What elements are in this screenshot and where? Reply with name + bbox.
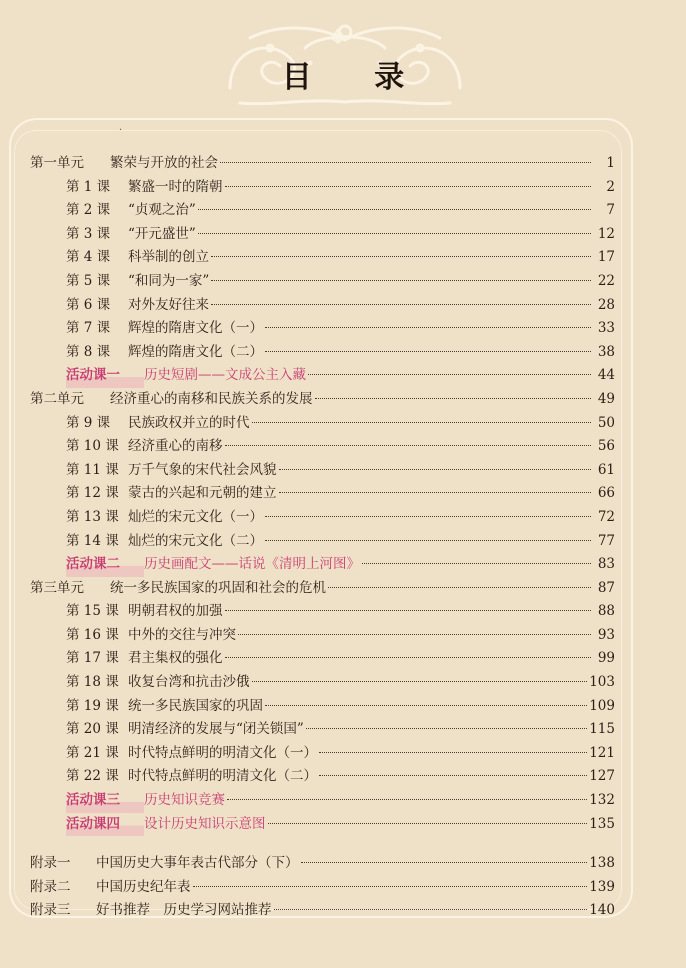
page-number: 99	[597, 650, 615, 667]
page-title: 目 录	[281, 60, 431, 95]
toc-activity-row[interactable]	[30, 364, 615, 388]
leader-dots	[198, 209, 591, 210]
lesson-label: 第 12 课	[66, 485, 119, 502]
toc-activity-row[interactable]	[30, 813, 615, 837]
page-number: 115	[589, 721, 615, 738]
toc-lesson-row[interactable]	[30, 341, 615, 365]
toc-lesson-row[interactable]	[30, 246, 615, 270]
unit-label: 第三单元	[30, 579, 84, 596]
leader-dots	[308, 374, 591, 375]
lesson-label: 第 2 课	[66, 202, 111, 219]
unit-title: 经济重心的南移和民族关系的发展	[110, 390, 313, 407]
lesson-label: 第 9 课	[66, 414, 111, 431]
appendix-label: 附录二	[30, 878, 71, 895]
page-number: 138	[589, 855, 615, 872]
page-number: 88	[597, 603, 615, 620]
page-number: 127	[589, 768, 615, 785]
leader-dots	[362, 563, 591, 564]
page-number: 1	[606, 155, 615, 171]
lesson-label: 第 10 课	[66, 438, 119, 455]
page-number: 61	[597, 461, 615, 478]
appendix-title: 中国历史大事年表古代部分（下）	[96, 855, 299, 872]
lesson-label: 第 21 课	[66, 744, 119, 761]
lesson-title: 灿烂的宋元文化（二）	[128, 532, 263, 549]
lesson-title: “贞观之治”	[128, 202, 196, 219]
page-number: 77	[597, 532, 615, 549]
lesson-label: 第 19 课	[66, 697, 119, 714]
leader-dots	[265, 327, 591, 328]
toc-lesson-row[interactable]	[30, 718, 615, 742]
unit-label: 第二单元	[30, 390, 84, 407]
page-number: 56	[597, 438, 615, 455]
leader-dots	[238, 634, 591, 635]
leader-dots	[211, 280, 591, 281]
lesson-label: 第 7 课	[66, 320, 111, 337]
toc-lesson-row[interactable]	[30, 176, 615, 200]
toc-lesson-row[interactable]	[30, 223, 615, 247]
page-number: 109	[589, 697, 615, 714]
lesson-title: 辉煌的隋唐文化（一）	[128, 320, 263, 337]
lesson-label: 第 13 课	[66, 508, 119, 525]
activity-title: 历史短剧——文成公主入藏	[144, 367, 306, 384]
toc-lesson-row[interactable]	[30, 412, 615, 436]
toc-lesson-row[interactable]	[30, 482, 615, 506]
leader-dots	[227, 799, 587, 800]
lesson-label: 第 17 课	[66, 650, 119, 667]
leader-dots	[301, 862, 588, 863]
toc-lesson-row[interactable]	[30, 435, 615, 459]
toc-lesson-row[interactable]	[30, 199, 615, 223]
lesson-title: “和同为一家”	[128, 272, 210, 289]
page-number: 33	[597, 320, 615, 337]
lesson-title: 统一多民族国家的巩固	[128, 697, 263, 714]
leader-dots	[220, 162, 591, 163]
lesson-title: 时代特点鲜明的明清文化（一）	[128, 744, 317, 761]
leader-dots	[279, 492, 592, 493]
leader-dots	[319, 775, 587, 776]
page-number: 83	[597, 556, 615, 573]
lesson-title: 灿烂的宋元文化（一）	[128, 508, 263, 525]
page-number: 132	[589, 792, 615, 809]
leader-dots	[265, 705, 587, 706]
section-gap	[30, 836, 615, 852]
page-number: 66	[597, 485, 615, 502]
activity-label: 活动课二	[66, 553, 144, 577]
lesson-label: 第 22 课	[66, 768, 119, 785]
page-number: 2	[606, 178, 615, 195]
toc-appendix-row[interactable]	[30, 876, 615, 900]
toc-lesson-row[interactable]	[30, 624, 615, 648]
speck: ·	[119, 125, 123, 136]
toc-appendix-row[interactable]	[30, 852, 615, 876]
page-number: 135	[589, 815, 615, 832]
leader-dots	[306, 728, 587, 729]
toc-lesson-row[interactable]	[30, 459, 615, 483]
leader-dots	[328, 587, 591, 588]
leader-dots	[225, 186, 592, 187]
unit-label: 第一单元	[30, 155, 84, 171]
lesson-label: 第 15 课	[66, 603, 119, 620]
toc-lesson-row[interactable]	[30, 317, 615, 341]
activity-title: 设计历史知识示意图	[144, 815, 266, 832]
lesson-title: 时代特点鲜明的明清文化（二）	[128, 768, 317, 785]
lesson-title: 收复台湾和抗击沙俄	[128, 674, 250, 691]
page-number: 22	[597, 272, 615, 289]
leader-dots	[198, 233, 591, 234]
leader-dots	[225, 610, 592, 611]
lesson-label: 第 11 课	[66, 461, 119, 478]
appendix-title: 好书推荐 历史学习网站推荐	[96, 902, 272, 919]
lesson-label: 第 16 课	[66, 626, 119, 643]
leader-dots	[274, 909, 588, 910]
leader-dots	[225, 445, 592, 446]
toc-lesson-row[interactable]	[30, 742, 615, 766]
page-number: 139	[589, 878, 615, 895]
page-number: 103	[589, 674, 615, 691]
toc-unit-row[interactable]	[30, 577, 615, 601]
page-number: 72	[597, 508, 615, 525]
lesson-title: 君主集权的强化	[128, 650, 223, 667]
toc-activity-row[interactable]	[30, 789, 615, 813]
lesson-title: 明朝君权的加强	[128, 603, 223, 620]
page-number: 121	[589, 744, 615, 761]
toc-activity-row[interactable]	[30, 553, 615, 577]
toc-lesson-row[interactable]	[30, 294, 615, 318]
lesson-title: 万千气象的宋代社会风貌	[128, 461, 277, 478]
leader-dots	[268, 823, 588, 824]
toc-lesson-row[interactable]	[30, 695, 615, 719]
toc-lesson-row[interactable]	[30, 270, 615, 294]
leader-dots	[265, 540, 591, 541]
lesson-label: 第 5 课	[66, 272, 111, 289]
page-number: 140	[589, 902, 615, 919]
appendix-title: 中国历史纪年表	[96, 878, 191, 895]
activity-title: 历史知识竞赛	[144, 792, 225, 809]
activity-label: 活动课三	[66, 789, 144, 813]
toc-lesson-row[interactable]	[30, 647, 615, 671]
leader-dots	[265, 351, 591, 352]
lesson-label: 第 4 课	[66, 249, 111, 266]
toc-unit-row[interactable]	[30, 152, 615, 176]
page-number: 7	[606, 202, 615, 219]
lesson-label: 第 14 课	[66, 532, 119, 549]
page-number: 87	[597, 579, 615, 596]
lesson-title: 辉煌的隋唐文化（二）	[128, 343, 263, 360]
page-number: 17	[597, 249, 615, 266]
lesson-label: 第 3 课	[66, 225, 111, 242]
lesson-title: “开元盛世”	[128, 225, 196, 242]
lesson-label: 第 1 课	[66, 178, 111, 195]
leader-dots	[252, 422, 592, 423]
leader-dots	[225, 657, 592, 658]
leader-dots	[211, 256, 591, 257]
leader-dots	[193, 886, 588, 887]
page-number: 12	[597, 225, 615, 242]
lesson-title: 民族政权并立的时代	[128, 414, 250, 431]
toc-lesson-row[interactable]	[30, 506, 615, 530]
leader-dots	[315, 398, 592, 399]
appendix-label: 附录一	[30, 855, 71, 872]
leader-dots	[265, 516, 591, 517]
lesson-title: 明清经济的发展与“闭关锁国”	[128, 721, 304, 738]
lesson-title: 繁盛一时的隋朝	[128, 178, 223, 195]
lesson-title: 科举制的创立	[128, 249, 209, 266]
toc-lesson-row[interactable]	[30, 765, 615, 789]
leader-dots	[211, 304, 591, 305]
lesson-label: 第 6 课	[66, 296, 111, 313]
activity-title: 历史画配文——话说《清明上河图》	[144, 556, 360, 573]
unit-title: 繁荣与开放的社会	[110, 155, 218, 171]
page-number: 49	[597, 390, 615, 407]
lesson-label: 第 18 课	[66, 674, 119, 691]
page-number: 50	[597, 414, 615, 431]
toc-unit-row[interactable]	[30, 388, 615, 412]
toc-appendix-row[interactable]	[30, 899, 615, 923]
leader-dots	[319, 752, 587, 753]
toc-lesson-row[interactable]	[30, 671, 615, 695]
lesson-title: 经济重心的南移	[128, 438, 223, 455]
leader-dots	[252, 681, 588, 682]
page-number: 44	[597, 367, 615, 384]
leader-dots	[279, 469, 592, 470]
toc-lesson-row[interactable]	[30, 600, 615, 624]
unit-title: 统一多民族国家的巩固和社会的危机	[110, 579, 326, 596]
lesson-title: 对外友好往来	[128, 296, 209, 313]
table-of-contents	[30, 152, 615, 923]
page-number: 93	[597, 626, 615, 643]
activity-label: 活动课一	[66, 364, 144, 388]
activity-label: 活动课四	[66, 813, 144, 837]
lesson-title: 中外的交往与冲突	[128, 626, 236, 643]
appendix-label: 附录三	[30, 902, 71, 919]
lesson-title: 蒙古的兴起和元朝的建立	[128, 485, 277, 502]
toc-lesson-row[interactable]	[30, 530, 615, 554]
lesson-label: 第 20 课	[66, 721, 119, 738]
page-number: 28	[597, 296, 615, 313]
page-number: 38	[597, 343, 615, 360]
lesson-label: 第 8 课	[66, 343, 111, 360]
